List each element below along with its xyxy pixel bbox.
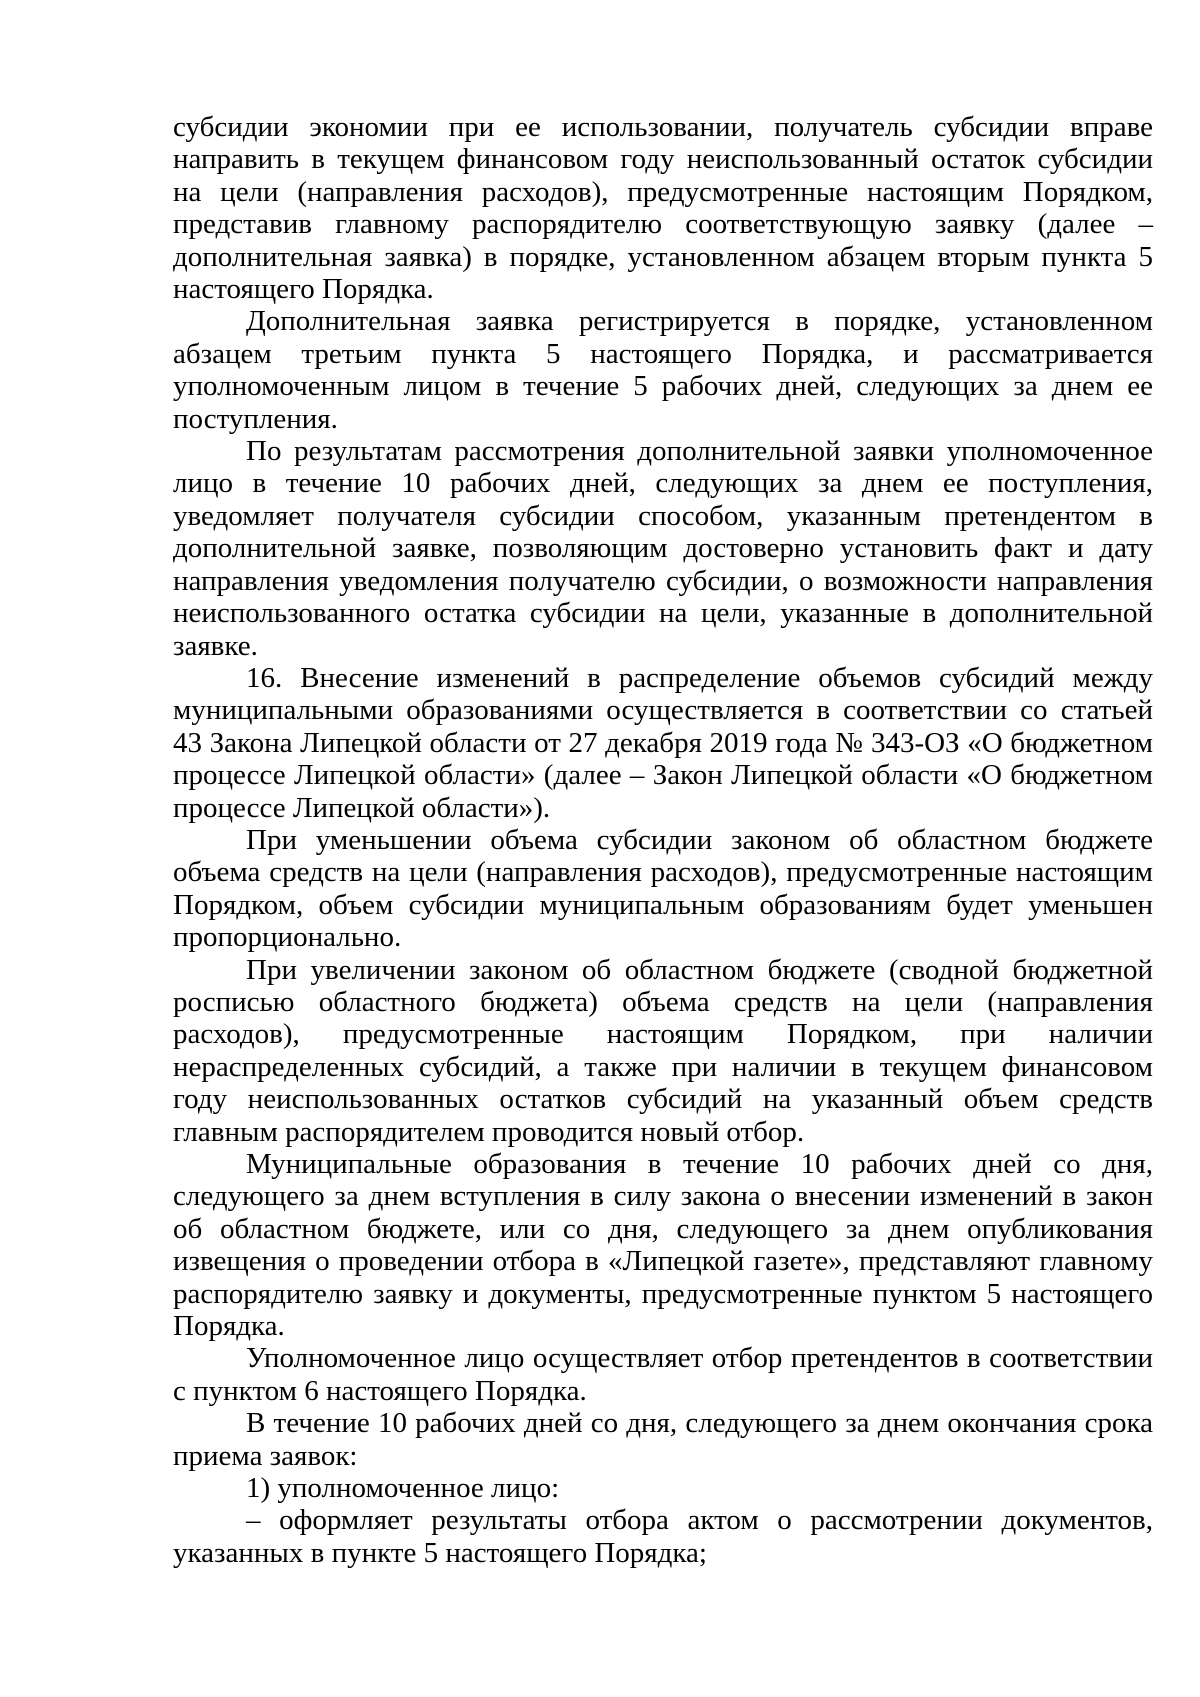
paragraph-item-16: 16. Внесение изменений в распределение объемов субсидий между муниципальными образованиями осуществляется в соответствии со статьей 43 Закона Липецкой области от 27 декабря 2019 года № 343-ОЗ «О бюджетном процессе Липецкой области» (далее – Закон Липецкой области «О бюджетном процессе Липецкой области»). (173, 661, 1153, 824)
paragraph-decrease: При уменьшении объема субсидии законом об областном бюджете объема средств на цели (направления расходов), предусмотренные настоящим Порядком, объем субсидии муниципальным образованиям будет уменьшен пропорционально. (173, 823, 1153, 954)
paragraph-dash-item: – оформляет результаты отбора актом о рассмотрении документов, указанных в пункте 5 настоящего Порядка; (173, 1504, 1153, 1569)
paragraph-subitem-1: 1) уполномоченное лицо: (246, 1472, 560, 1505)
paragraph-municipalities: Муниципальные образования в течение 10 рабочих дней со дня, следующего за днем вступления в силу закона о внесении изменений в закон об областном бюджете, или со дня, следующего за днем опубликования извещения о проведении отбора в «Липецкой газете», представляют главному распорядителю заявку и документы, предусмотренные пунктом 5 настоящего Порядка. (173, 1148, 1153, 1343)
paragraph-review-results: По результатам рассмотрения дополнительной заявки уполномоченное лицо в течение 10 рабочих дней, следующих за днем ее поступления, уведомляет получателя субсидии способом, указанным претендентом в дополнительной заявке, позволяющим достоверно установить факт и дату направления уведомления получателю субсидии, о возможности направления неиспользованного остатка субсидии на цели, указанные в дополнительной заявке. (173, 435, 1153, 662)
paragraph-registration: Дополнительная заявка регистрируется в порядке, установленном абзацем третьим пункта 5 настоящего Порядка, и рассматривается уполномоченным лицом в течение 5 рабочих дней, следующих за днем ее поступления. (173, 305, 1153, 435)
paragraph-continued: субсидии экономии при ее использовании, получатель субсидии вправе направить в текущем финансовом году неиспользованный остаток субсидии на цели (направления расходов), предусмотренные настоящим Порядком, представив главному распорядителю соответствующую заявку (далее – дополнительная заявка) в порядке, установленном абзацем вторым пункта 5 настоящего Порядка. (173, 111, 1153, 306)
paragraph-selection: Уполномоченное лицо осуществляет отбор претендентов в соответствии с пунктом 6 настоящего Порядка. (173, 1342, 1153, 1407)
document-page (173, 111, 1153, 1569)
paragraph-increase: При увеличении законом об областном бюджете (сводной бюджетной росписью областного бюджета) объема средств на цели (направления расходов), предусмотренные настоящим Порядком, при наличии нераспределенных субсидий, а также при наличии в текущем финансовом году неиспользованных остатков субсидий на указанный объем средств главным распорядителем проводится новый отбор. (173, 953, 1153, 1148)
paragraph-within-10-days: В течение 10 рабочих дней со дня, следующего за днем окончания срока приема заявок: (173, 1407, 1153, 1472)
